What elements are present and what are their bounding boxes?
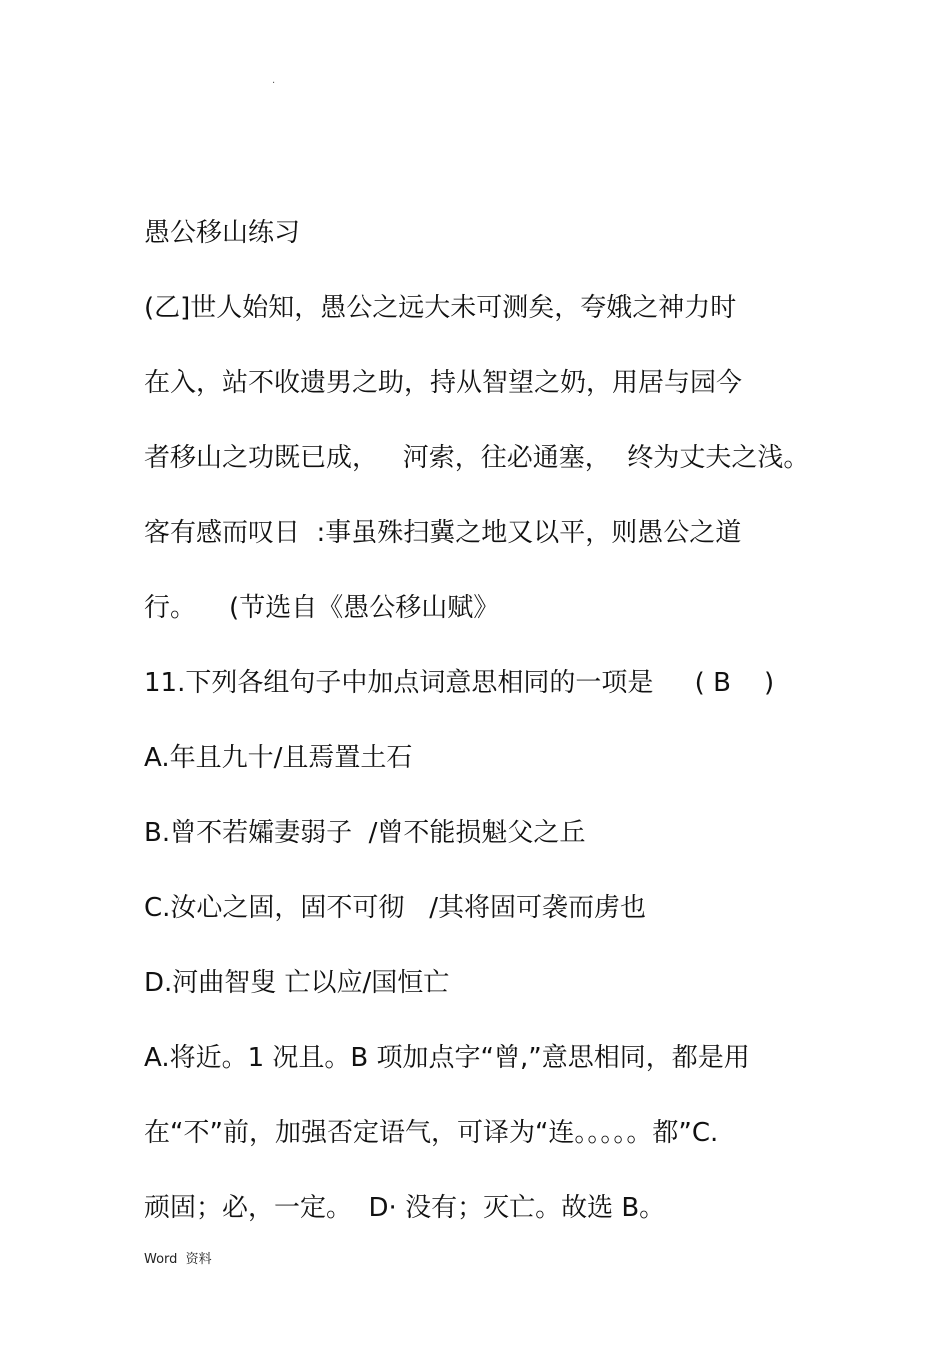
document-title: 愚公移山练习 (144, 218, 301, 248)
passage-line: 行。 (节选自《愚公移山赋》 (144, 593, 500, 623)
explanation-line: 顽固；必，一定。 D· 没有；灭亡。故选 B。 (144, 1193, 666, 1223)
page-marker-dot: . (272, 75, 276, 86)
passage-line: (乙]世人始知，愚公之远大未可测矣，夸娥之神力时 (144, 293, 737, 323)
footer-label: Word 资料 (144, 1252, 212, 1267)
explanation-line: A.将近。1 况且。B 项加点字“曾,”意思相同，都是用 (144, 1043, 750, 1073)
explanation-line: 在“不”前，加强否定语气，可译为“连。。。。。都”C. (144, 1118, 719, 1148)
option-c: C.汝心之固，固不可彻 /其将固可袭而虏也 (144, 893, 646, 923)
passage-line: 者移山之功既已成， 河索，往必通塞， 终为丈夫之浅。 (144, 443, 810, 473)
passage-line: 在入，站不收遗男之助，持从智望之奶，用居与园今 (144, 368, 743, 398)
option-d: D.河曲智叟 亡以应/国恒亡 (144, 968, 450, 998)
option-a: A.年且九十/且焉置土石 (144, 743, 413, 773)
passage-line: 客有感而叹日 :事虽殊扫冀之地又以平，则愚公之道 (144, 518, 742, 548)
question-text: 11.下列各组句子中加点词意思相同的一项是 ( B ) (144, 668, 775, 698)
option-b: B.曾不若孀妻弱子 /曾不能损魁父之丘 (144, 818, 586, 848)
